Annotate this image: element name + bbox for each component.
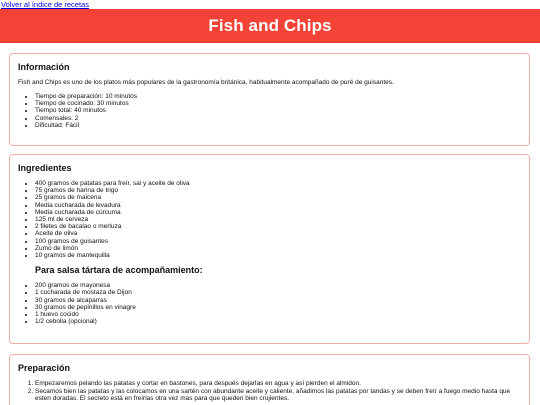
list-item: • Media cucharada de levadura xyxy=(35,202,520,209)
list-item: • 100 gramos de guisantes xyxy=(35,238,520,245)
list-item: • 1/2 cebolla (opcional) xyxy=(35,318,520,325)
list-item: 2. Secamos bien las patatas y las colocamos en una sartén con abundante aceite y caliente, añadimos las patatas por tandas y se deben freír a fuego medio hasta que esten doradas. El secreto está en freírlas otra vez mas para que queden bien crujientes. xyxy=(35,388,520,403)
preparation-card xyxy=(9,354,530,405)
ingredients-list xyxy=(18,180,520,259)
title-banner xyxy=(0,9,540,43)
preparation-steps xyxy=(18,380,520,403)
list-item: • 30 gramos de alcaparras xyxy=(35,297,520,304)
list-item: • 25 gramos de maicena xyxy=(35,194,520,201)
ingredients-heading: Ingredientes xyxy=(18,163,72,173)
back-to-index-link[interactable]: Volver al índice de recetas xyxy=(1,0,89,9)
list-item: • Media cucharada de cúrcuma xyxy=(35,209,520,216)
info-list xyxy=(18,93,520,129)
list-item: • Tiempo total: 40 minutos xyxy=(35,107,520,114)
list-item: • Zumo de limón xyxy=(35,245,520,252)
ingredients-card xyxy=(9,154,530,344)
page-title: Fish and Chips xyxy=(208,16,332,35)
info-heading: Información xyxy=(18,62,70,72)
list-item: • Dificultad: Fácil xyxy=(35,122,520,129)
list-item: • Tiempo de preparación: 10 minutos xyxy=(35,93,520,100)
list-item: • 1 cucharada de mostaza de Dijon xyxy=(35,289,520,296)
preparation-heading: Preparación xyxy=(18,363,71,373)
list-item: • Comensales: 2 xyxy=(35,115,520,122)
info-description: Fish and Chips es uno de los platos más populares de la gastronomía británica, habitualmente acompañado de puré de guisantes. xyxy=(18,79,394,86)
list-item: • 10 gramos de mantequilla xyxy=(35,252,520,259)
list-item: • 1 huevo cocido xyxy=(35,311,520,318)
list-item: • 75 gramos de harina de trigo xyxy=(35,187,520,194)
sauce-list xyxy=(18,282,520,325)
list-item: • 125 ml de cerveza xyxy=(35,216,520,223)
list-item: • 200 gramos de mayonesa xyxy=(35,282,520,289)
list-item: • Tiempo de cocinado: 30 minutos xyxy=(35,100,520,107)
list-item: • 2 filetes de bacalao o merluza xyxy=(35,223,520,230)
info-card xyxy=(9,53,530,146)
list-item: 1. Empezaremos pelando las patatas y cortar en bastones, para después dejarlas en agua y así pierden el almidon. xyxy=(35,380,520,388)
sauce-heading: Para salsa tártara de acompañamiento: xyxy=(35,265,203,276)
list-item: • 400 gramos de patatas para freír, sal y aceite de oliva xyxy=(35,180,520,187)
list-item: • Aceite de oliva xyxy=(35,230,520,237)
list-item: • 30 gramos de pepinillos en vinagre xyxy=(35,304,520,311)
